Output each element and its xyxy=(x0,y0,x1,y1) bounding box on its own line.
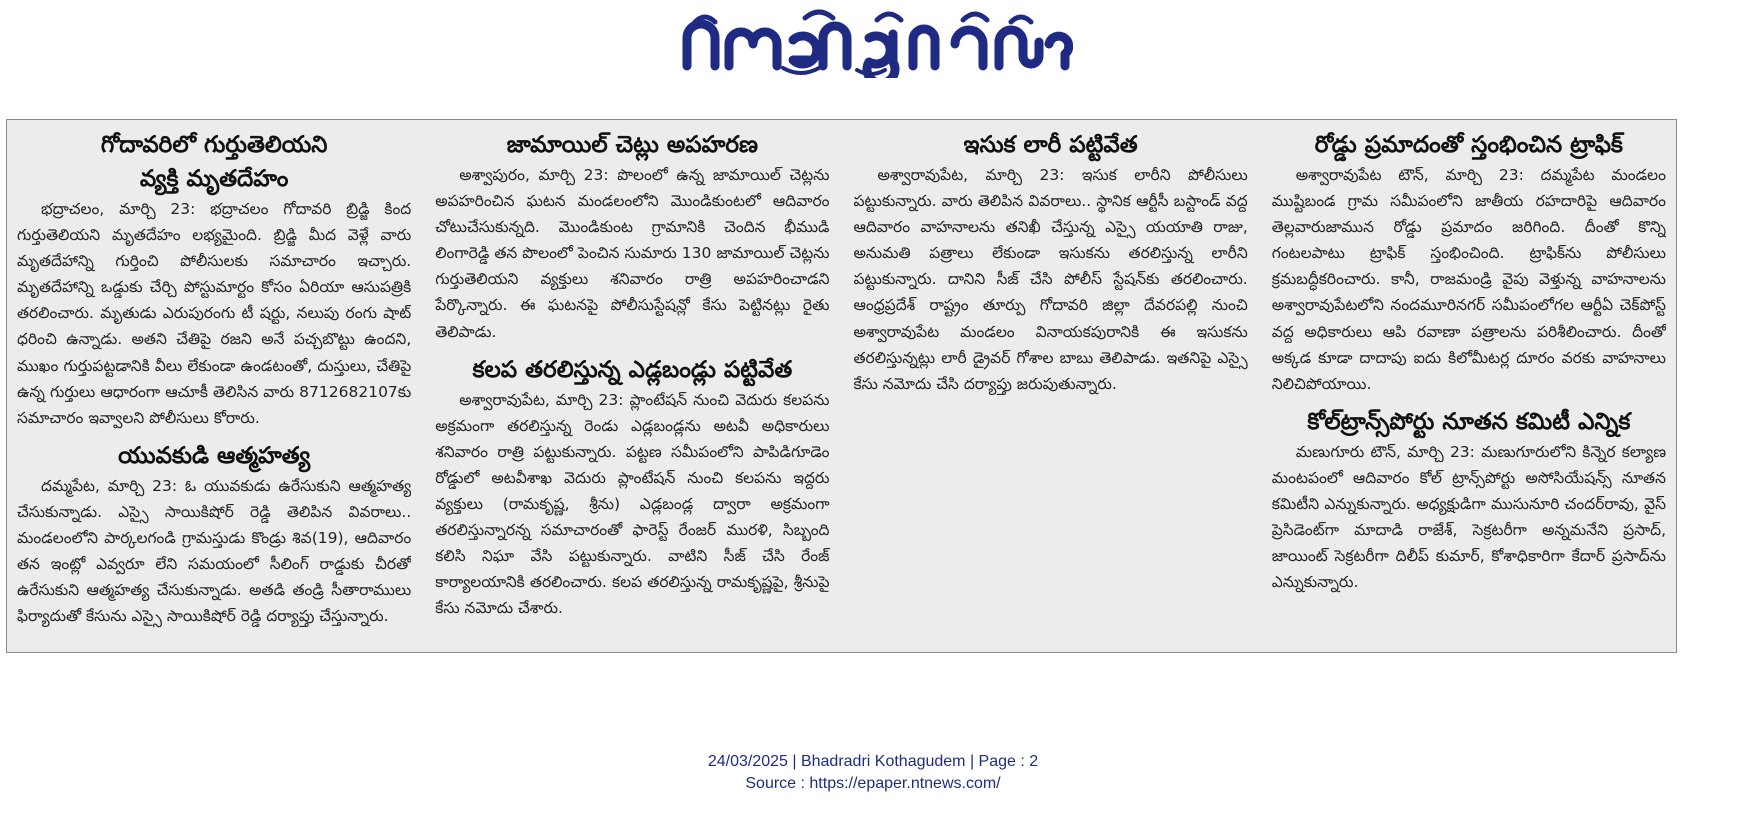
article-body: మణుగూరు టౌన్, మార్చి 23: మణుగూరులోని కిన్నెర కల్యాణ మంటపంలో ఆదివారం కోల్ ట్రాన్స్‌పోర్టు అసోసియేషన్స్ నూతన కమిటీని ఎన్నుకున్నారు. అధ్యక్షుడిగా ముసునూరి చందర్‌రావు, వైస్ ప్రెసిడెంట్‌గా మాదాడి రాజేశ్, సెక్రటరీగా అన్నమనేని ప్రసాద్, జాయింట్ సెక్రటరీగా దిలీప్ కుమార్, కోశాధికారిగా కేదార్ ప్రసాద్‌ను ఎన్నుకున్నారు. xyxy=(1271,442,1666,592)
article-body: దమ్మపేట, మార్చి 23: ఓ యువకుడు ఉరేసుకుని ఆత్మహత్య చేసుకున్నాడు. ఎస్సై సాయికిషోర్ రెడ్డి తెలిపిన వివరాలు.. మండలంలోని పార్కలగండి గ్రామస్తుడు కొండ్రు శివ(19), ఆదివారం తన ఇంట్లో ఎవ్వరూ లేని సమయంలో సీలింగ్ రాడ్డుకు చీరతో ఉరేసుకుని ఆత్మహత్య చేసుకున్నాడు. అతడి తండ్రి సీతారాములు ఫిర్యాదుతో కేసును ఎస్సై సాయికిషోర్ రెడ్డి దర్యాప్తు చేస్తున్నారు. xyxy=(17,476,412,626)
article-headline: ఇసుక లారీ పట్టివేత xyxy=(963,132,1138,158)
article-body: అశ్వాపురం, మార్చి 23: పొలంలో ఉన్న జామాయిల్ చెట్లను అపహరించిన ఘటన మండలంలోని మొండికుంటలో ఆదివారం చోటుచేసుకున్నది. మొండికుంట గ్రామానికి చెందిన భీముడి లింగారెడ్డి తన పొలంలో పెంచిన సుమారు 130 జామాయిల్ చెట్లను గుర్తుతెలియని వ్యక్తులు శనివారం రాత్రి అపహరించాడని పేర్కొన్నారు. ఈ ఘటనపై పోలీసుస్టేషన్లో కేసు పెట్టినట్లు రైతు తెలిపాడు. xyxy=(435,166,830,341)
article-headline: కోల్‌ట్రాన్స్‌పోర్టు నూతన కమిటీ ఎన్నిక xyxy=(1307,408,1631,435)
article-headline: జామాయిల్ చెట్లు అపహరణ xyxy=(506,132,759,158)
masthead-logo xyxy=(673,4,1073,78)
article-body: భద్రాచలం, మార్చి 23: భద్రాచలం గోదావరి బ్రిడ్జి కింద గుర్తుతెలియని మృతదేహం లభ్యమైంది. బ్రిడ్జి మీద వెళ్లే వారు మృతదేహాన్ని గుర్తించి పోలీసులకు సమాచారం ఇచ్చారు. మృతదేహాన్ని ఒడ్డుకు చేర్చి పోస్టుమార్టం కోసం ఏరియా ఆసుపత్రికి తరలించారు. మృతుడు ఎరుపురంగు టీ షర్టు, నలుపు రంగు షాట్ ధరించి ఉన్నాడు. అతని చేతిపై రజని అనే పచ్చబొట్టు ఉందని, ముఖం గుర్తుపట్టడానికి వీలు లేకుండా ఉండటంతో, దుస్తులు, చేతిపై ఉన్న గుర్తులు ఆధారంగా ఆచూకీ తెలిసిన వారు 8712682107కు సమాచారం ఇవ్వాలని పోలీసులు కోరారు. xyxy=(17,200,412,427)
article-headline xyxy=(17,128,411,196)
article-body: అశ్వారావుపేట టౌన్, మార్చి 23: దమ్మపేట మండలం ముష్టిబండ గ్రామ సమీపంలోని జాతీయ రహదారిపై ఆదివారం తెల్లవారుజామున రోడ్డు ప్రమాదం జరిగింది. దీంతో కొన్ని గంటలపాటు ట్రాఫిక్ స్తంభించింది. ట్రాఫిక్‌ను పోలీసులు క్రమబద్ధీకరించారు. కానీ, రాజమండ్రి వైపు వెళ్తున్న వాహనాలను అశ్వారావుపేటలోని నందమూరినగర్ సమీపంలోగల ఆర్టీఏ చెక్‌పోస్ట్ వద్ద అధికారులు ఆపి రవాణా పత్రాలను పరిశీలించారు. దీంతో అక్కడ కూడా దాదాపు ఐదు కిలోమీటర్ల దూరం వరకు వాహనాలు నిలిచిపోయాయి. xyxy=(1271,166,1666,393)
article-headline: యువకుడి ఆత్మహత్య xyxy=(118,442,311,469)
column-3 xyxy=(854,128,1248,652)
column-4 xyxy=(1272,128,1666,652)
article-body: అశ్వారావుపేట, మార్చి 23: ప్లాంటేషన్ నుంచి వెదురు కలపను అక్రమంగా తరలిస్తున్న రెండు ఎడ్లబండ్లను అటవీ అధికారులు శనివారం రాత్రి పట్టుకున్నారు. పట్టణ సమీపంలోని పాపిడిగూడెం రోడ్డులో అటవీశాఖ వెదురు ప్లాంటేషన్ నుంచి కలపను ఇద్దరు వ్యక్తులు (రామకృష్ణ, శ్రీను) ఎడ్లబండ్ల ద్వారా అక్రమంగా తరలిస్తున్నారన్న సమాచారంతో ఫారెస్ట్ రేంజర్ మురళి, సిబ్బంది కలిసి నిఘా వేసి పట్టుకున్నారు. వాటిని సీజ్ చేసి రేంజ్ కార్యాలయానికి తరలించారు. కలప తరలిస్తున్న రామకృష్ణపై, శ్రీనుపై కేసు నమోదు చేశారు. xyxy=(435,390,830,618)
column-1 xyxy=(17,128,411,652)
news-clipping xyxy=(6,119,1677,653)
footer-edition-info: 24/03/2025 | Bhadradri Kothagudem | Page : 2 xyxy=(707,753,1039,770)
footer-source: Source : https://epaper.ntnews.com/ xyxy=(745,775,1001,792)
article-headline: కలప తరలిస్తున్న ఎడ్లబండ్లు పట్టివేత xyxy=(472,356,793,383)
column-2 xyxy=(435,128,829,652)
article-body: అశ్వారావుపేట, మార్చి 23: ఇసుక లారీని పోలీసులు పట్టుకున్నారు. వారు తెలిపిన వివరాలు.. స్థానిక ఆర్టీసీ బస్టాండ్ వద్ద ఆదివారం వాహనాలను తనిఖీ చేస్తున్న ఎస్సై యయాతి రాజు, అనుమతి పత్రాలు లేకుండా ఇసుకను తరలిస్తున్న లారీని పట్టుకున్నారు. దానిని సీజ్ చేసి పోలీస్ స్టేషన్‌కు తరలించారు. ఆంధ్రప్రదేశ్ రాష్ట్రం తూర్పు గోదావరి జిల్లా దేవరపల్లి నుంచి అశ్వారావుపేట మండలం వినాయకపురానికి ఈ ఇసుకను తరలిస్తున్నట్లు లారీ డ్రైవర్ గోశాల బాబు తెలిపాడు. ఇతనిపై ఎస్సై కేసు నమోదు చేసి దర్యాప్తు జరుపుతున్నారు. xyxy=(853,166,1248,393)
article-headline: రోడ్డు ప్రమాదంతో స్తంభించిన ట్రాఫిక్ xyxy=(1314,132,1623,158)
headline-line: గోదావరిలో గుర్తుతెలియని xyxy=(100,132,328,158)
headline-line: వ్యక్తి మృతదేహం xyxy=(139,166,289,192)
